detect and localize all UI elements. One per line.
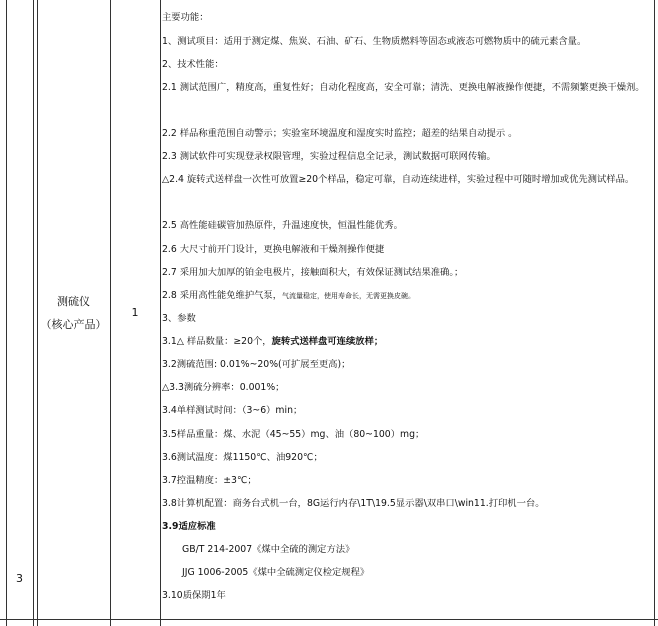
table-border-right (654, 0, 655, 626)
spec-2-3: 2.3 测试软件可实现登录权限管理，实验过程信息全记录，测试数据可联网传输。 (162, 151, 496, 162)
row-number: 3 (16, 572, 23, 585)
product-name: 测硫仪 (57, 295, 90, 308)
spec-3-1-main: 3.1△ 样品数量：≥20个， (162, 336, 272, 347)
spec-2-8-small: 气流量稳定，使用寿命长，无需更换皮碗。 (282, 292, 416, 300)
spec-2-6: 2.6 大尺寸前开门设计，更换电解液和干燥剂操作便捷 (162, 244, 385, 255)
spec-3-5: 3.5样品重量：煤、水泥（45~55）mg、油（80~100）mg； (162, 429, 425, 440)
spec-3-6: 3.6测试温度：煤1150℃、油920℃； (162, 452, 323, 463)
spec-item-2: 2、技术性能： (162, 59, 224, 70)
spec-item-1: 1、测试项目：适用于测定煤、焦炭、石油、矿石、生物质燃料等固态或液态可燃物质中的硫元素含量。 (162, 36, 587, 47)
spec-3-7: 3.7控温精度：±3℃； (162, 475, 257, 486)
quantity: 1 (131, 306, 139, 319)
spec-3-1-bold: 旋转式送样盘可连续放样； (271, 336, 384, 347)
table-divider-2 (37, 0, 38, 626)
table-divider-1 (33, 0, 34, 626)
spec-3-9: 3.9适应标准 (162, 521, 216, 532)
spec-3-1 (162, 335, 383, 349)
spec-2-4: △2.4 旋转式送样盘一次性可放置≥20个样品，稳定可靠，自动连续进样，实验过程中可随时增加或优先测试样品。 (162, 174, 635, 185)
spec-2-7: 2.7 采用加大加厚的铂金电极片，接触面积大，有效保证测试结果准确。； (162, 267, 464, 278)
product-note: （核心产品） (40, 318, 107, 331)
spec-2-2: 2.2 样品称重范围自动警示；实验室环境温度和湿度实时监控；超差的结果自动提示 。 (162, 128, 518, 139)
spec-2-8-main: 2.8 采用高性能免维护气泵， (162, 290, 283, 301)
spec-2-5: 2.5 高性能硅碳管加热原件，升温速度快，恒温性能优秀。 (162, 220, 403, 231)
table-divider-4 (160, 0, 161, 626)
spec-item-3: 3、参数 (162, 313, 196, 324)
spec-3-2: 3.2测硫范围: 0.01%~20%(可扩展至更高)； (162, 359, 351, 370)
spec-3-8: 3.8计算机配置：商务台式机一台，8G运行内存\1T\19.5显示器\双串口\win11.打印机一台。 (162, 498, 545, 509)
spec-3-10: 3.10质保期1年 (162, 590, 226, 601)
spec-2-1: 2.1 测试范围广，精度高，重复性好；自动化程度高，安全可靠；清洗、更换电解液操作便捷，不需频繁更换干燥剂。 (162, 82, 645, 93)
spec-3-3: △3.3测硫分辨率：0.001%； (162, 382, 285, 393)
spec-3-4: 3.4单样测试时间：（3~6）min； (162, 405, 303, 416)
table-bottom-border (0, 619, 658, 620)
table-border-left (6, 0, 7, 626)
spec-2-8 (162, 289, 415, 303)
standard-1: GB/T 214-2007《煤中全硫的测定方法》 (182, 544, 355, 555)
spec-heading: 主要功能： (162, 12, 209, 23)
standard-2: JJG 1006-2005《煤中全硫测定仪检定规程》 (182, 567, 370, 578)
